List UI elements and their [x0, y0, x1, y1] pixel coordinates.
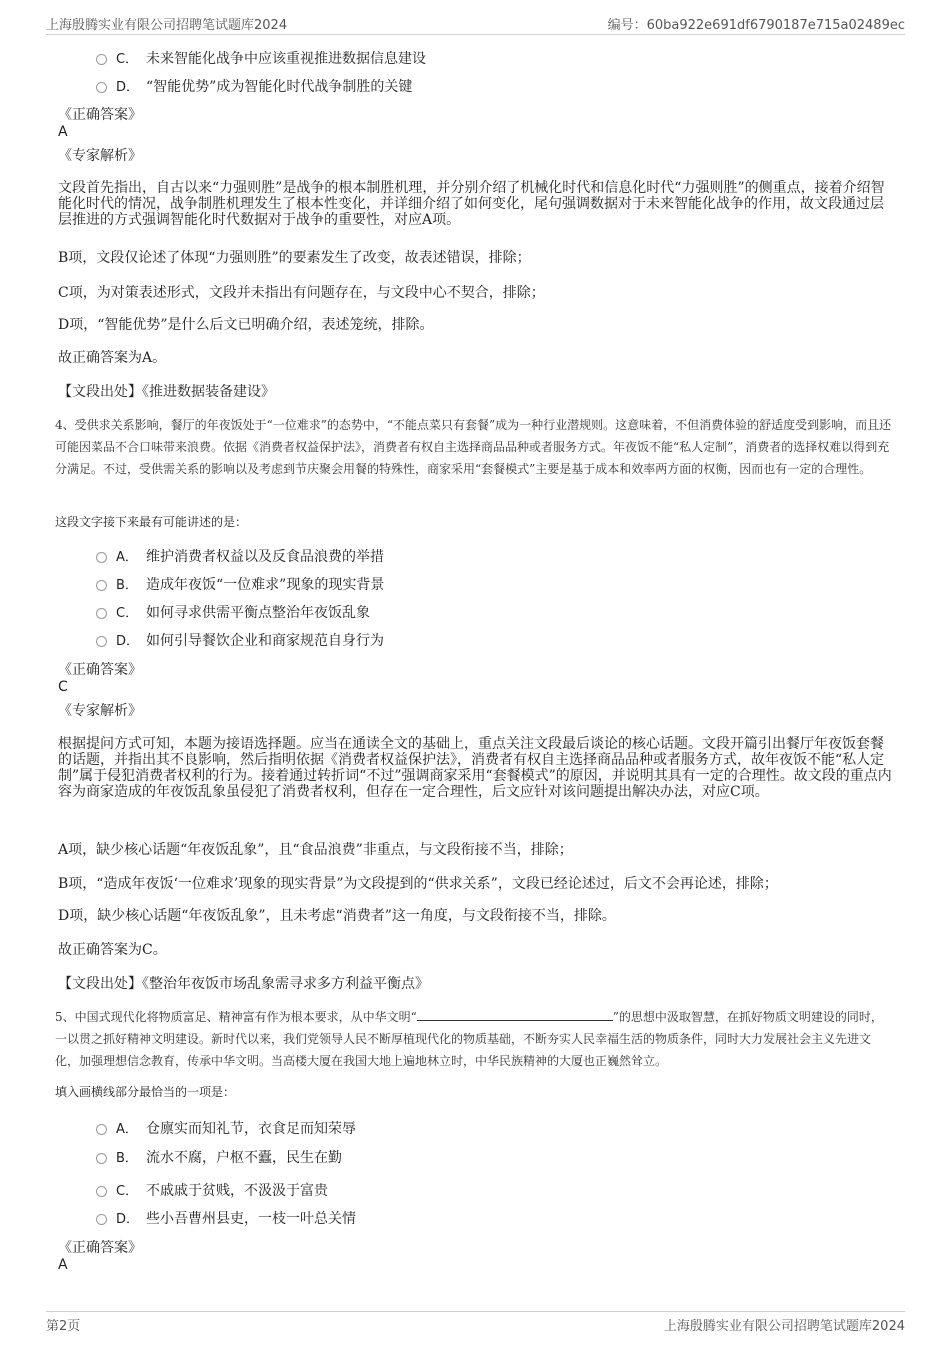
q3-source: 【文段出处】《推进数据装备建设》 [58, 384, 275, 400]
option-letter: C． [116, 52, 139, 67]
q3-analysis-option-b: B项，文段仅论述了体现“力强则胜”的要素发生了改变，故表述错误，排除； [58, 250, 531, 266]
q4-analysis-option-b: B项，“造成年夜饭‘一位难求’现象的现实背景”为文段提到的“供求关系”，文段已经论述过，后文不会再论述，排除； [58, 876, 778, 892]
q4-option-b[interactable] [96, 576, 384, 595]
footer-company-title: 上海殷腾实业有限公司招聘笔试题库2024 [663, 1319, 905, 1334]
q5-option-d[interactable] [96, 1210, 356, 1229]
q5-stem-part1: 5、中国式现代化将物质富足、精神富有作为根本要求，从中华文明“ [55, 1010, 417, 1024]
q4-option-a[interactable] [96, 548, 384, 567]
q5-answer-label: 《正确答案》 [58, 1240, 142, 1256]
q4-analysis-option-a: A项，缺少核心话题“年夜饭乱象”，且“食品浪费”非重点，与文段衔接不当，排除； [58, 842, 573, 858]
q4-analysis-option-d: D项，缺少核心话题“年夜饭乱象”，且未考虑“消费者”这一角度，与文段衔接不当，排除。 [58, 908, 616, 924]
option-letter: C． [116, 606, 139, 621]
radio-icon[interactable] [96, 608, 107, 619]
q3-answer: A [58, 124, 68, 140]
q4-stem: 4、受供求关系影响，餐厅的年夜饭处于“一位难求”的态势中，“不能点菜只有套餐”成为一种行业潜规则。这意味着，不但消费体验的舒适度受到影响，而且还可能因菜品不合口味带来浪费。依据《消费者权益保护法》，消费者有权自主选择商品品种或者服务方式。年夜饭不能“私人定制”，消费者的选择权难以得到充分满足。不过，受供需关系的影响以及考虑到节庆聚会用餐的特殊性，商家采用“套餐模式”主要是基于成本和效率两方面的权衡，因而也有一定的合理性。 [55, 418, 892, 476]
option-text: 流水不腐，户枢不蠹，民生在勤 [146, 1150, 342, 1166]
option-text: “智能优势”成为智能化时代战争制胜的关键 [146, 79, 413, 95]
q4-question: 这段文字接下来最有可能讲述的是： [55, 515, 248, 529]
option-text: 些小吾曹州县吏，一枝一叶总关情 [146, 1211, 356, 1227]
header-company-title: 上海殷腾实业有限公司招聘笔试题库2024 [46, 18, 288, 33]
q5-answer: A [58, 1257, 68, 1273]
q4-answer: C [58, 679, 68, 695]
option-text: 不戚戚于贫贱，不汲汲于富贵 [146, 1183, 328, 1199]
option-letter: B． [116, 578, 138, 593]
q5-question: 填入画横线部分最恰当的一项是： [55, 1085, 236, 1099]
q3-analysis-label: 《专家解析》 [58, 148, 142, 164]
footer-page-number: 第2页 [46, 1319, 81, 1334]
q4-option-d[interactable] [96, 632, 384, 651]
radio-icon[interactable] [96, 580, 107, 591]
radio-icon[interactable] [96, 1186, 107, 1197]
option-text: 造成年夜饭“一位难求”现象的现实背景 [146, 577, 385, 593]
q4-conclusion: 故正确答案为C。 [58, 942, 167, 958]
option-letter: B． [116, 1151, 138, 1166]
radio-icon[interactable] [96, 552, 107, 563]
option-text: 如何引导餐饮企业和商家规范自身行为 [146, 633, 384, 649]
option-letter: D． [116, 80, 140, 95]
q3-option-d[interactable] [96, 78, 412, 97]
option-text: 维护消费者权益以及反食品浪费的举措 [146, 549, 384, 565]
option-text: 仓廪实而知礼节，衣食足而知荣辱 [146, 1121, 356, 1137]
q5-option-a[interactable] [96, 1120, 356, 1139]
radio-icon[interactable] [96, 1214, 107, 1225]
option-letter: A． [116, 550, 138, 565]
q4-analysis-label: 《专家解析》 [58, 703, 142, 719]
radio-icon[interactable] [96, 636, 107, 647]
page-header [46, 14, 905, 35]
header-document-id: 编号：60ba922e691df6790187e715a02489ec [607, 18, 905, 33]
q4-analysis-paragraph: 根据提问方式可知，本题为接语选择题。应当在通读全文的基础上，重点关注文段最后谈论的核心话题。文段开篇引出餐厅年夜饭套餐的话题，并指出其不良影响，然后指明依据《消费者权益保护法》，消费者有权自主选择商品品种或者服务方式，故年夜饭不能“私人定制”属于侵犯消费者权利的行为。接着通过转折词“不过”强调商家采用“套餐模式”的原因，并说明其具有一定的合理性。故文段的重点内容为商家造成的年夜饭乱象虽侵犯了消费者权利，但存在一定合理性，后文应针对该问题提出解决办法，对应C项。 [58, 736, 892, 800]
q3-conclusion: 故正确答案为A。 [58, 350, 167, 366]
q5-option-b[interactable] [96, 1149, 342, 1168]
option-letter: C． [116, 1184, 139, 1199]
q3-answer-label: 《正确答案》 [58, 107, 142, 123]
q4-source: 【文段出处】《整治年夜饭市场乱象需寻求多方利益平衡点》 [58, 976, 429, 992]
q3-option-c[interactable] [96, 50, 426, 69]
option-letter: D． [116, 1212, 140, 1227]
q5-stem-part2: ”的思想中汲取智慧，在抓好物质文明建设的同时，一以贯之抓好精神文明建设。新时代以来，我们党领导人民不断厚植现代化的物质基础，不断夯实人民幸福生活的物质条件，同时大力发展社会主义先进文化，加强理想信念教育，传承中华文明。当高楼大厦在我国大地上遍地林立时，中华民族精神的大厦也正巍然耸立。 [55, 1010, 883, 1068]
q4-answer-label: 《正确答案》 [58, 662, 142, 678]
radio-icon[interactable] [96, 54, 107, 65]
radio-icon[interactable] [96, 82, 107, 93]
fill-in-blank [417, 1008, 613, 1021]
radio-icon[interactable] [96, 1124, 107, 1135]
q3-analysis-paragraph: 文段首先指出，自古以来“力强则胜”是战争的根本制胜机理，并分别介绍了机械化时代和信息化时代“力强则胜”的侧重点，接着介绍智能化时代的情况，战争制胜机理发生了根本性变化，并详细介绍了如何变化，尾句强调数据对于未来智能化战争的作用，故文段通过层层推进的方式强调智能化时代数据对于战争的重要性，对应A项。 [58, 180, 885, 228]
q4-option-c[interactable] [96, 604, 370, 623]
radio-icon[interactable] [96, 1153, 107, 1164]
q3-analysis-option-c: C项，为对策表述形式，文段并未指出有问题存在，与文段中心不契合，排除； [58, 285, 545, 301]
q3-analysis-option-d: D项，“智能优势”是什么后文已明确介绍，表述笼统，排除。 [58, 317, 434, 333]
option-letter: D． [116, 634, 140, 649]
option-text: 如何寻求供需平衡点整治年夜饭乱象 [146, 605, 370, 621]
option-text: 未来智能化战争中应该重视推进数据信息建设 [146, 51, 426, 67]
q5-option-c[interactable] [96, 1182, 328, 1201]
option-letter: A． [116, 1122, 138, 1137]
page-footer [46, 1311, 905, 1334]
q5-stem [55, 1006, 893, 1072]
